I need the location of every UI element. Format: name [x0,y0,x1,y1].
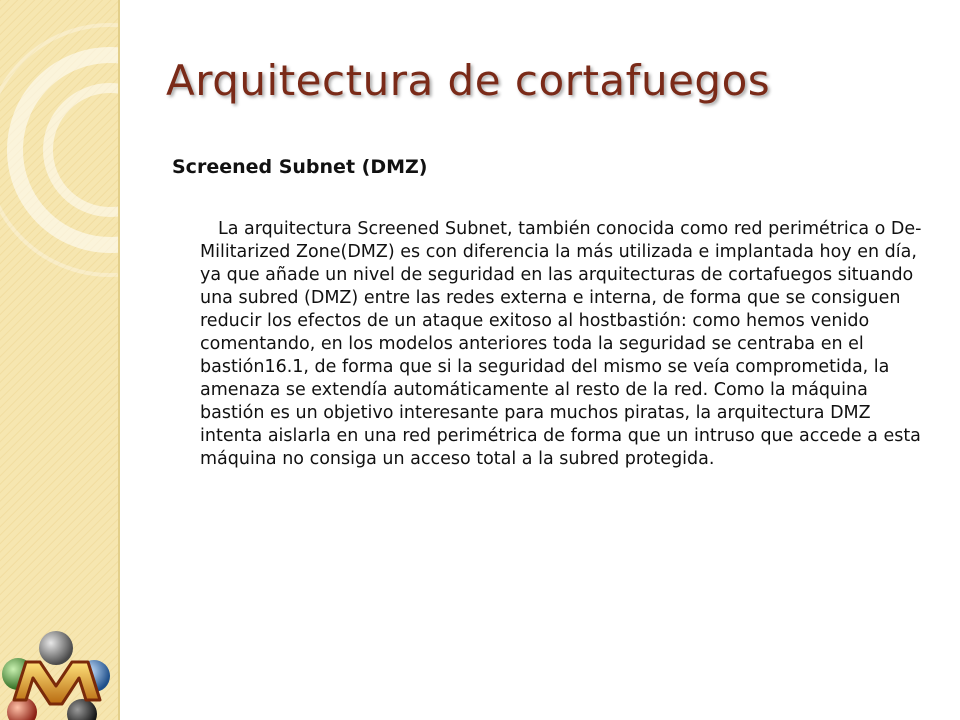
body-paragraph: La arquitectura Screened Subnet, también conocida como red perimétrica o De-Militarized Zone(DMZ) es con diferencia la más utilizada e implantada hoy en día, ya que añade un nivel de seguridad en las arquitecturas de cortafuegos situando una subred (DMZ) entre las redes externa e interna, de forma que se consiguen reducir los efectos de un ataque exitoso al hostbastión: como hemos venido comentando, en los modelos anteriores toda la seguridad se centraba en el bastión16.1, de forma que si la seguridad del mismo se veía comprometida, la amenaza se extendía automáticamente al resto de la red. Como la máquina bastión es un objetivo interesante para muchos piratas, la arquitectura DMZ intenta aislarla en una red perimétrica de forma que un intruso que accede a esta máquina no consiga un acceso total a la subred protegida. [200,219,922,469]
slide-title: Arquitectura de cortafuegos [166,56,771,105]
concentric-circles-decoration [0,0,118,720]
section-subtitle: Screened Subnet (DMZ) [172,156,428,178]
sidebar-panel [0,0,120,720]
m-orb-logo [0,628,118,720]
